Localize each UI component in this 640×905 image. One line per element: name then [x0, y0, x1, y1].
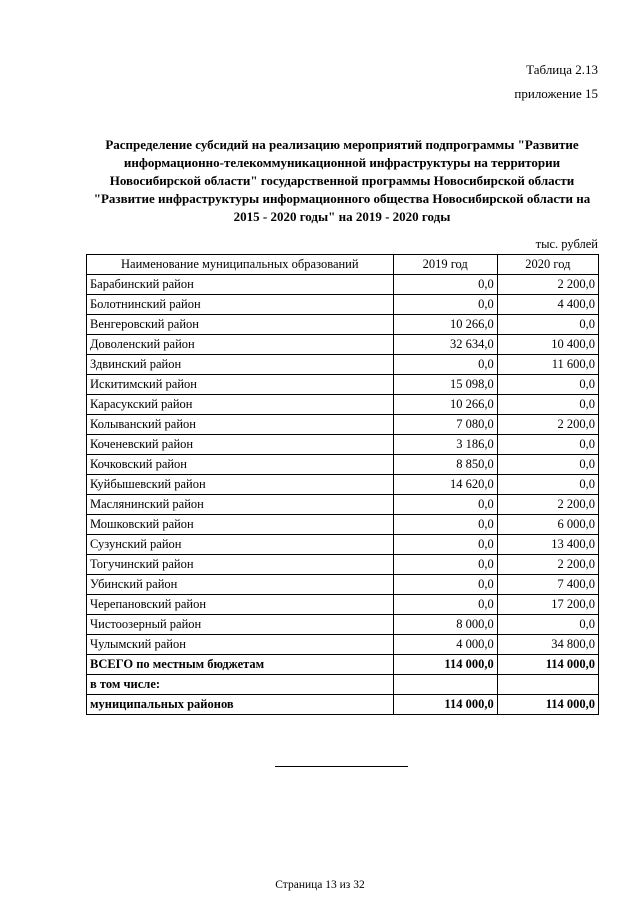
value-2020: 4 400,0: [497, 295, 598, 315]
district-name: Колыванский район: [87, 415, 394, 435]
table-row: [87, 355, 599, 375]
value-2019: 15 098,0: [393, 375, 497, 395]
value-2019: 0,0: [393, 495, 497, 515]
municipal-row: [87, 695, 599, 715]
table-row: [87, 555, 599, 575]
value-2020: 11 600,0: [497, 355, 598, 375]
municipal-2020: 114 000,0: [497, 695, 598, 715]
table-row: [87, 415, 599, 435]
district-name: Мошковский район: [87, 515, 394, 535]
table-number: Таблица 2.13: [526, 62, 598, 77]
value-2019: 0,0: [393, 555, 497, 575]
district-name: Болотнинский район: [87, 295, 394, 315]
value-2020: 2 200,0: [497, 415, 598, 435]
title-line: "Развитие инфраструктуры информационного общества Новосибирской области на: [93, 191, 591, 206]
district-name: Венгеровский район: [87, 315, 394, 335]
district-name: Здвинский район: [87, 355, 394, 375]
value-2020: 0,0: [497, 435, 598, 455]
table-row: [87, 535, 599, 555]
table-row: [87, 595, 599, 615]
including-label: в том числе:: [87, 675, 394, 695]
district-name: Чулымский район: [87, 635, 394, 655]
table-header-row: [87, 255, 599, 275]
table-row: [87, 395, 599, 415]
district-name: Кочковский район: [87, 455, 394, 475]
district-name: Черепановский район: [87, 595, 394, 615]
district-name: Куйбышевский район: [87, 475, 394, 495]
table-row: [87, 295, 599, 315]
total-label: ВСЕГО по местным бюджетам: [87, 655, 394, 675]
value-2020: 10 400,0: [497, 335, 598, 355]
value-2019: 10 266,0: [393, 395, 497, 415]
district-name: Тогучинский район: [87, 555, 394, 575]
table-row: [87, 615, 599, 635]
district-name: Убинский район: [87, 575, 394, 595]
table-row: [87, 495, 599, 515]
table-row: [87, 375, 599, 395]
district-name: Маслянинский район: [87, 495, 394, 515]
value-2019: 0,0: [393, 595, 497, 615]
district-name: Доволенский район: [87, 335, 394, 355]
separator-line: [275, 766, 408, 767]
table-row: [87, 515, 599, 535]
district-name: Сузунский район: [87, 535, 394, 555]
title-line: 2015 - 2020 годы" на 2019 - 2020 годы: [233, 209, 451, 224]
value-2020: 17 200,0: [497, 595, 598, 615]
value-2019: 8 850,0: [393, 455, 497, 475]
district-name: Коченевский район: [87, 435, 394, 455]
table-row: [87, 635, 599, 655]
municipal-label: муниципальных районов: [87, 695, 394, 715]
table-row: [87, 315, 599, 335]
value-2020: 0,0: [497, 375, 598, 395]
value-2019: 0,0: [393, 295, 497, 315]
table-row: [87, 275, 599, 295]
district-name: Искитимский район: [87, 375, 394, 395]
total-row: [87, 655, 599, 675]
district-name: Чистоозерный район: [87, 615, 394, 635]
value-2020: 0,0: [497, 475, 598, 495]
value-2020: 0,0: [497, 615, 598, 635]
column-header-name: Наименование муниципальных образований: [87, 255, 394, 275]
value-2019: 0,0: [393, 355, 497, 375]
value-2019: 32 634,0: [393, 335, 497, 355]
value-2019: 0,0: [393, 535, 497, 555]
including-2020: [497, 675, 598, 695]
value-2020: 0,0: [497, 395, 598, 415]
value-2020: 34 800,0: [497, 635, 598, 655]
value-2019: 8 000,0: [393, 615, 497, 635]
value-2019: 4 000,0: [393, 635, 497, 655]
value-2019: 7 080,0: [393, 415, 497, 435]
value-2020: 7 400,0: [497, 575, 598, 595]
table-row: [87, 455, 599, 475]
value-2020: 13 400,0: [497, 535, 598, 555]
total-2019: 114 000,0: [393, 655, 497, 675]
value-2020: 6 000,0: [497, 515, 598, 535]
title-line: Распределение субсидий на реализацию мероприятий подпрограммы "Развитие: [105, 137, 579, 152]
district-name: Карасукский район: [87, 395, 394, 415]
title-line: Новосибирской области" государственной программы Новосибирской области: [109, 173, 575, 188]
table-row: [87, 475, 599, 495]
units-label: тыс. рублей: [535, 237, 598, 251]
value-2019: 0,0: [393, 515, 497, 535]
value-2020: 0,0: [497, 315, 598, 335]
document-title: [80, 136, 604, 226]
title-line: информационно-телекоммуникационной инфраструктуры на территории: [123, 155, 561, 170]
municipal-2019: 114 000,0: [393, 695, 497, 715]
appendix-label: приложение 15: [514, 86, 598, 101]
total-2020: 114 000,0: [497, 655, 598, 675]
column-header-2020: 2020 год: [497, 255, 598, 275]
value-2020: 2 200,0: [497, 495, 598, 515]
value-2019: 0,0: [393, 275, 497, 295]
including-row: [87, 675, 599, 695]
value-2019: 3 186,0: [393, 435, 497, 455]
district-name: Барабинский район: [87, 275, 394, 295]
table-row: [87, 575, 599, 595]
value-2019: 10 266,0: [393, 315, 497, 335]
value-2020: 2 200,0: [497, 275, 598, 295]
value-2020: 0,0: [497, 455, 598, 475]
column-header-2019: 2019 год: [393, 255, 497, 275]
value-2019: 14 620,0: [393, 475, 497, 495]
table-row: [87, 335, 599, 355]
including-2019: [393, 675, 497, 695]
subsidy-table: [86, 254, 599, 715]
value-2020: 2 200,0: [497, 555, 598, 575]
table-body: [87, 275, 599, 655]
table-row: [87, 435, 599, 455]
page-number: Страница 13 из 32: [275, 879, 365, 891]
value-2019: 0,0: [393, 575, 497, 595]
